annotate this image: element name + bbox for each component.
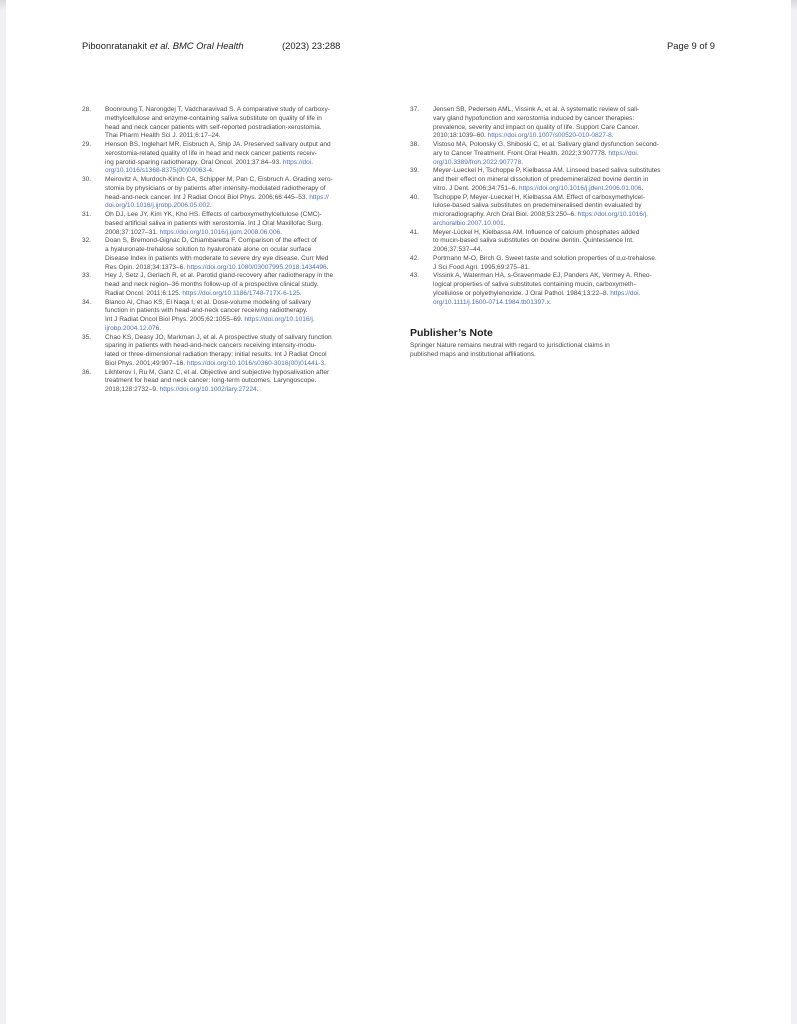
reference-number: 35. [82, 333, 92, 341]
reference-line [105, 150, 390, 159]
reference-text: 2018;128:2732–9. [105, 386, 160, 393]
reference-text: J Sci Food Agri. 1995;69:275–81. [433, 263, 530, 271]
reference-number: 33. [82, 272, 92, 280]
reference-text: Portmann M-O, Birch G. Sweet taste and solution properties of α,α-trehalose. [433, 254, 657, 262]
reference-line [105, 307, 390, 316]
running-head-journal: et al. BMC Oral Health [149, 40, 244, 51]
publisher-note-heading: Publisher’s Note [410, 327, 493, 340]
reference-number: 38. [410, 141, 420, 148]
doi-link[interactable]: https://doi.org/10.1016/j. [244, 316, 315, 323]
reference-line [433, 167, 724, 176]
reference-text: microradiography. Arch Oral Biol. 2008;53:250–6. [433, 211, 578, 218]
reference-line [105, 351, 390, 360]
reference-text: . [280, 228, 282, 236]
references-list-right [410, 106, 724, 307]
reference-text: Int J Radiat Oncol Biol Phys. 2005;62:1055–69. [105, 316, 245, 323]
doi-link[interactable]: https://doi.org/10.1002/lary.27224 [159, 386, 257, 393]
doi-link[interactable]: org/10.1016/s1368-8375(00)00063-4 [105, 167, 213, 175]
reference-line [433, 229, 724, 238]
reference-item [82, 106, 390, 141]
reference-line [105, 290, 390, 299]
reference-text: treatment for head and neck cancer: long-term outcomes. Laryngoscope. [105, 377, 317, 385]
reference-line [433, 299, 724, 308]
reference-text: Meyer-Lückel H, Kielbassa AM. Influence of calcium phosphates added [433, 228, 640, 236]
reference-line [433, 185, 724, 194]
doi-link[interactable]: https://doi. [282, 158, 314, 166]
reference-line [105, 360, 390, 369]
reference-text: vary gland hypofunction and xerostomia induced by cancer therapies: [433, 114, 635, 122]
reference-text: Meyer-Lueckel H, Tschoppe P, Kielbassa AM. Linseed based saliva substitutes [433, 167, 661, 175]
reference-number: 34. [82, 298, 92, 306]
doi-link[interactable]: https://doi.org/10.1016/j.jdent.2006.01.006 [518, 184, 642, 192]
reference-line [433, 176, 724, 185]
reference-text: 2008;37:1027–31. [105, 228, 160, 236]
reference-text: . [326, 263, 329, 271]
reference-text: Disease Index in patients with moderate to severe dry eye disease. Curr Med [105, 254, 329, 262]
reference-line [105, 176, 390, 185]
doi-link[interactable]: org/10.3389/froh.2022.907778 [433, 158, 522, 166]
reference-text: Meirovitz A, Murdoch-Kinch CA, Schipper M, Pan C, Eisbruch A. Grading xero- [105, 176, 333, 183]
doi-link[interactable]: archoralbio.2007.10.001 [433, 219, 504, 227]
reference-line [433, 132, 724, 141]
reference-line [105, 220, 390, 229]
reference-text: ylcellulose or polyethylenoxide. J Oral Pathol. 1984;13:22–8. [433, 289, 611, 297]
doi-link[interactable]: https://doi.org/10.1186/1748-717X-6-125 [182, 289, 300, 297]
reference-number: 39. [410, 167, 420, 175]
reference-text: function in patients with head-and-neck cancer receiving radiotherapy. [105, 307, 308, 315]
reference-line [433, 159, 724, 168]
reference-text: prevalence, severity and impact on quality of life. Support Care Cancer. [433, 123, 640, 131]
reference-line [105, 255, 390, 264]
reference-line [105, 334, 390, 343]
reference-item [82, 299, 390, 334]
reference-line [105, 299, 390, 308]
reference-text: to mucin-based saliva substitutes on bovine dentin. Quintessence Int. [433, 237, 634, 245]
reference-text: Oh DJ, Lee JY, Kim YK, Kho HS. Effects of carboxymethylcellulose (CMC)- [105, 211, 322, 218]
reference-text: 2006;37:537–44. [433, 246, 483, 253]
doi-link[interactable]: https:// [309, 193, 329, 201]
publisher-note-line: published maps and institutional affiliations. [410, 351, 536, 358]
reference-line [105, 115, 390, 124]
reference-number: 40. [410, 193, 420, 201]
reference-line [105, 386, 390, 395]
reference-line [433, 246, 724, 255]
reference-line [105, 342, 390, 351]
reference-text: sparing in patients with head-and-neck cancers receiving intensity-modu- [105, 342, 317, 350]
reference-item [82, 211, 390, 237]
publisher-note-text [410, 342, 724, 360]
reference-text: vitro. J Dent. 2006;34:751–6. [433, 184, 519, 192]
reference-number: 36. [82, 368, 92, 376]
reference-text: . [324, 359, 326, 367]
reference-line [433, 106, 724, 115]
reference-line [105, 159, 390, 168]
references-column-left [82, 106, 390, 395]
reference-item [410, 106, 724, 141]
reference-text: Vissink A, Waterman HA, s-Gravenmade EJ, Panders AK, Vermey A. Rheo- [433, 272, 652, 280]
reference-text: head-and-neck cancer. Int J Radiat Oncol Biol Phys. 2006;66:445–53. [105, 193, 310, 201]
reference-item [410, 167, 724, 193]
reference-line [433, 290, 724, 299]
reference-line [105, 132, 390, 141]
doi-link[interactable]: https://doi.org/10.1080/03007995.2018.1434496 [186, 263, 327, 271]
reference-item [82, 334, 390, 369]
reference-line [433, 202, 724, 211]
reference-item [82, 237, 390, 272]
reference-item [410, 229, 724, 255]
reference-text: . [159, 324, 162, 332]
reference-text: . [611, 132, 614, 140]
reference-item [82, 176, 390, 211]
reference-text: methylcellulose and enzyme-containing saliva substitute on quality of life in [105, 114, 322, 122]
reference-line [105, 377, 390, 386]
reference-text: logical properties of saliva substitutes containing mucin, carboxymeth- [433, 281, 636, 288]
doi-link[interactable]: org/10.1111/j.1600-0714.1984.tb01397.x [433, 298, 550, 306]
reference-line [433, 255, 724, 264]
reference-line [105, 264, 390, 273]
reference-text: 2010;18:1039–60. [433, 132, 488, 140]
reference-text: xerostomia-related quality of life in head and neck cancer patients receiv- [105, 149, 317, 157]
reference-text: . [212, 167, 214, 175]
reference-text: and their effect on mineral dissolution of predemineralized bovine dentin in [433, 176, 649, 183]
reference-text: lated or three-dimensional radiation therapy: initial results. Int J Radiat Oncol [105, 351, 327, 358]
reference-line [105, 202, 390, 211]
reference-item [410, 255, 724, 273]
doi-link[interactable]: https://doi. [610, 289, 641, 297]
reference-line [105, 325, 390, 334]
reference-line [433, 124, 724, 133]
reference-number: 28. [82, 106, 92, 113]
reference-text: Likhterov I, Ru M, Ganz C, et al. Objective and subjective hyposalivation after [105, 368, 330, 376]
reference-item [82, 141, 390, 176]
publisher-note-line: Springer Nature remains neutral with regard to jurisdictional claims in [410, 342, 610, 350]
reference-text: a hyaluronate-trehalose solution to hyaluronate alone on ocular surface [105, 246, 312, 253]
page-number: Page 9 of 9 [667, 40, 715, 51]
reference-line [433, 281, 724, 290]
doi-link[interactable]: ijrobp.2004.12.076 [105, 324, 160, 332]
reference-text: . [641, 184, 644, 192]
reference-line [433, 264, 724, 273]
reference-text: head and neck cancer patients with self-reported postradiation-xerostomia. [105, 123, 322, 131]
reference-text: Res Opin. 2018;34:1373–6. [105, 263, 187, 271]
doi-link[interactable]: https://doi.org/10.1016/j. [577, 211, 648, 218]
reference-line [105, 246, 390, 255]
reference-text: head and neck region–36 months follow-up of a prospective clinical study. [105, 281, 319, 288]
reference-number: 37. [410, 106, 420, 113]
reference-item [410, 272, 724, 307]
reference-line [105, 124, 390, 133]
reference-line [105, 167, 390, 176]
reference-text: stomia by physicians or by patients after intensity-modulated radiotherapy of [105, 184, 326, 192]
reference-number: 29. [82, 141, 92, 148]
reference-item [410, 194, 724, 229]
reference-line [433, 194, 724, 203]
running-head-citation: (2023) 23:288 [282, 40, 341, 51]
reference-line [433, 272, 724, 281]
reference-text: ary to Cancer Treatment. Front Oral Health. 2022;3:907778. [433, 149, 609, 157]
reference-line [105, 316, 390, 325]
reference-text: . [549, 298, 552, 306]
reference-number: 31. [82, 211, 92, 218]
reference-line [433, 237, 724, 246]
reference-number: 41. [410, 228, 420, 236]
reference-item [82, 272, 390, 298]
reference-line [105, 211, 390, 220]
reference-text: Doan S, Bremond-Gignac D, Chiambaretta F. Comparison of the effect of [105, 237, 317, 245]
reference-number: 32. [82, 237, 92, 245]
reference-line [105, 369, 390, 378]
doi-link[interactable]: doi.org/10.1016/j.ijrobp.2006.05.002 [105, 202, 210, 210]
reference-text: ing parotid-sparing radiotherapy. Oral Oncol. 2001;37:84–93. [105, 158, 283, 166]
reference-line [105, 237, 390, 246]
doi-link[interactable]: https://doi. [608, 149, 639, 157]
reference-text: . [521, 158, 523, 166]
reference-line [433, 150, 724, 159]
reference-text: . [299, 289, 302, 297]
reference-line [433, 211, 724, 220]
reference-line [433, 141, 724, 150]
reference-item [410, 141, 724, 167]
reference-text: Jensen SB, Pedersen AML, Vissink A, et al. A systematic review of sali- [433, 106, 640, 113]
doi-link[interactable]: https://doi.org/10.1016/j.ijom.2008.06.006 [159, 228, 281, 236]
reference-line [105, 272, 390, 281]
reference-text: based artificial saliva in patients with xerostomia. Int J Oral Maxillofac Surg. [105, 219, 323, 227]
reference-number: 30. [82, 176, 92, 183]
reference-text: lulose-based saliva substitutes on predemineralised dentin evaluated by [433, 202, 642, 210]
reference-text: Thai Pharm Health Sci J. 2011;6:17–24. [105, 132, 221, 140]
reference-line [433, 220, 724, 229]
reference-item [82, 369, 390, 395]
reference-text: Vistoso MA, Polonsky G, Shiboski C, et al. Salivary gland dysfunction second- [433, 141, 659, 148]
references-column-right [410, 106, 724, 360]
page-header [6, 40, 791, 56]
reference-text: Radiat Oncol. 2011;6:125. [105, 289, 183, 297]
running-head-authors: Piboonratanakit [82, 40, 148, 51]
reference-text: Hey J, Setz J, Gerlach R, et al. Parotid gland-recovery after radiotherapy in the [105, 272, 334, 280]
reference-text: Henson BS, Inglehart MR, Eisbruch A, Ship JA. Preserved salivary output and [105, 141, 331, 148]
reference-text: . [256, 386, 259, 393]
reference-number: 43. [410, 272, 420, 280]
reference-text: Boonroung T, Narongdej T, Vadcharavivad S. A comparative study of carboxy- [105, 106, 330, 113]
doi-link[interactable]: https://doi.org/10.1007/s00520-010-0827-8 [487, 132, 612, 140]
reference-number: 42. [410, 254, 420, 262]
reference-line [105, 141, 390, 150]
doi-link[interactable]: https://doi.org/10.1016/s0360-3016(00)01441-3 [186, 359, 325, 367]
reference-text: . [503, 219, 506, 227]
reference-line [105, 185, 390, 194]
reference-text: Tschoppe P, Meyer-Lueckel H, Kielbassa AM. Effect of carboxymethylcel- [433, 193, 645, 201]
reference-line [105, 106, 390, 115]
reference-line [105, 281, 390, 290]
running-head [82, 40, 244, 51]
reference-text: Blanco AI, Chao KS, El Naqa I, et al. Dose-volume modeling of salivary [105, 298, 311, 306]
reference-text: Biol Phys. 2001;49:907–16. [105, 359, 187, 367]
reference-line [105, 229, 390, 238]
reference-text: Chao KS, Deasy JO, Markman J, et al. A prospective study of salivary function [105, 333, 332, 341]
reference-line [433, 115, 724, 124]
reference-line [105, 194, 390, 203]
document-page [6, 0, 791, 1024]
reference-text: . [209, 202, 212, 210]
